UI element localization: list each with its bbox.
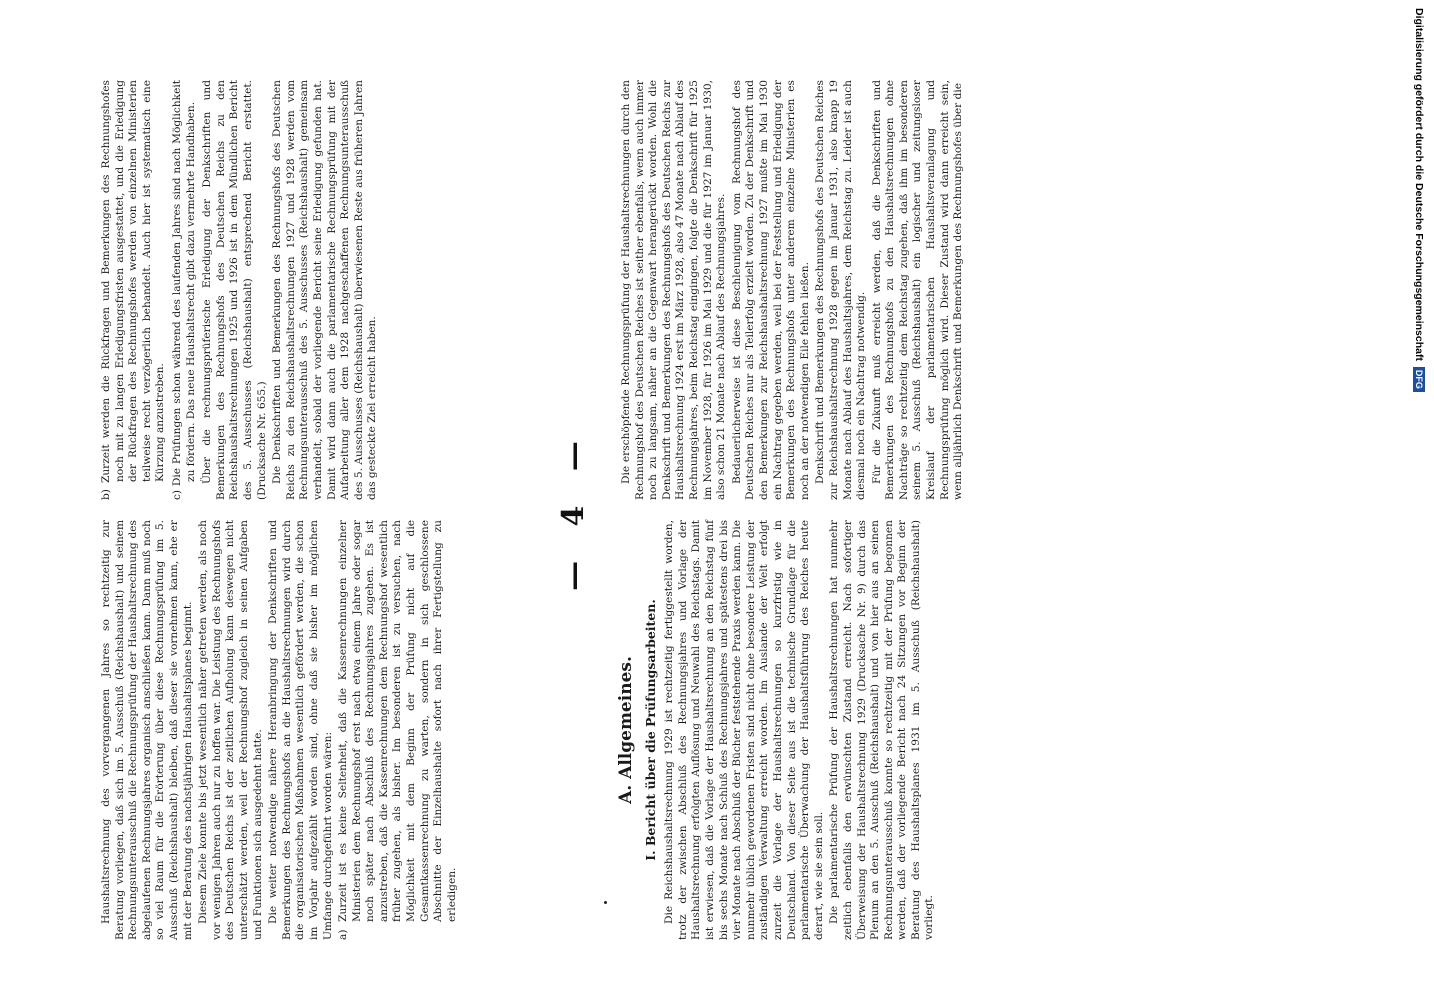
funding-note: Digitalisierung gefördert durch die Deutsche Forschungsgemeinschaft bbox=[1413, 8, 1425, 361]
list-item: b) Zurzeit werden die Rückfragen und Bemerkungen des Rechnungshofes noch mit zu langen Erledigungsfristen ausgestattet, und die Erledigung der Rückfragen des Rechnungshofes werden von einzelnen Ministerien teilweise recht verzögerlich behandelt. Auch hier ist systematisch eine Kürzung anzustreben. bbox=[100, 80, 167, 500]
list-item: c) Die Prüfungen schon während des laufenden Jahres sind nach Möglichkeit zu fördern. Das neue Haushaltsrecht gibt dazu vermehrte Handhaben. bbox=[170, 80, 197, 500]
page-number-row bbox=[556, 80, 616, 940]
dfg-logo: DFG bbox=[1413, 367, 1425, 392]
paragraph: Die parlamentarische Prüfung der Haushaltsrechnungen hat nunmehr zeitlich ebenfalls den erwünschten Zustand erreicht. Nach sofortiger Überweisung der Haushaltsrechnung 1929 (Drucksache Nr. 9) durch das Plenum an den 5. Ausschuß (Reichshaushalt) und von hier aus an seinen Rechnungsunterausschuß konnte so rechtzeitig mit der Prüfung begonnen werden, daß der vorliegende Bericht nach 24 Sitzungen vor Beginn der Beratung des Haushaltsplanes 1931 im 5. Ausschuß (Reichshaushalt) vorliegt. bbox=[828, 520, 936, 940]
section-heading: A. Allgemeines. bbox=[616, 656, 636, 804]
list-item: a) Zurzeit ist es keine Seltenheit, daß die Kassenrechnungen einzelner Ministerien dem Rechnungshof erst nach etwa einem Jahre oder sogar noch später nach Abschluß des Rechnungsjahres zugehen. Es ist anzustreben, daß die Kassenrechnungen dem Rechnungshof wesentlich früher zugehen, als bisher. Im besonderen ist zu versuchen, nach Möglichkeit mit dem Beginn der Prüfung nicht auf die Gesamtkassenrechnung zu warten, sondern in sich geschlossene Abschnitte der Einzelhaushalte sofort nach ihrer Fertigstellung zu erledigen. bbox=[337, 520, 458, 940]
paragraph: Die Reichshaushaltsrechnung 1929 ist rechtzeitig fertiggestellt worden, trotz der zwischen Abschluß des Rechnungsjahres und Vorlage der Haushaltsrechnung erfolgten Auflösung und Neuwahl des Reichstags. Damit ist erwiesen, daß die Vorlage der Haushaltsrechnung an den Reichstag fünf bis sechs Monate nach Schluß des Rechnungsjahres und spätestens drei bis vier Monate nach Abschluß der Bücher feststehende Praxis werden kann. Die nunmehr üblich gewordenen Fristen sind nicht ohne besondere Leistung der zuständigen Verwaltung erreicht worden. Im Auslande der Welt erfolgt zurzeit die Vorlage der Haushaltsrechnungen so kurzfristig wie in Deutschland. Von dieser Seite aus ist die technische Grundlage für die parlamentarische Überwachung der Haushaltsführung des Reiches heute derart, wie sie sein soll. bbox=[663, 520, 825, 940]
paragraph: Über die rechnungsprüferische Erledigung der Denkschriften und Bemerkungen des Rechnungshofs des Deutschen Reichs zu den Reichshaushaltsrechnungen 1925 und 1926 ist in dem Mündlichen Bericht des 5. Ausschusses (Reichshaushalt) entsprechend Bericht erstattet. (Drucksache Nr. 655.) bbox=[201, 80, 268, 500]
paragraph: Haushaltsrechnung des vorvergangenen Jahres so rechtzeitig zur Beratung vorliegen, daß sich im 5. Ausschuß (Reichshaushalt) und seinem Rechnungsunterausschuß die Rechnungsprüfung der Haushaltsrechnung des abgelaufenen Rechnungsjahres organisch anschließen kann. Dann muß noch so viel Raum für die Erörterung über diese Rechnungsprüfung im 5. Ausschuß (Reichshaushalt) bleiben, daß dieser sie vornehmen kann, ehe er mit der Beratung des nachstjährigen Haushaltsplanes beginnt. bbox=[100, 520, 194, 940]
paragraph: Diesem Ziele konnte bis jetzt wesentlich näher getreten werden, als noch vor wenigen Jahren auch nur zu hoffen war. Die Leistung des Rechnungshofs des Deutschen Reichs ist der zeitlichen Aufholung kann deswegen nicht unterschätzt werden, weil der Rechnungshof zugleich in seinen Aufgaben und Funktionen sich ausgedehnt hatte. bbox=[197, 520, 264, 940]
left-column-second bbox=[620, 80, 1320, 500]
paragraph: Denkschrift und Bemerkungen des Rechnungshofs des Deutschen Reiches zur Reichshaushaltsrechnung 1928 gegen im Januar 1931, also knapp 19 Monate nach Ablauf des Haushaltsjahres, dem Reichstag zu. Leider ist auch diesmal noch ein Nachtrag notwendig. bbox=[814, 80, 868, 500]
dfg-sidebar bbox=[1404, 0, 1434, 1000]
stray-dot bbox=[604, 901, 607, 904]
page-number: — 4 — bbox=[556, 429, 591, 591]
paragraph: Die erschöpfende Rechnungsprüfung der Haushaltsrechnungen durch den Rechnungshof des Deutschen Reiches ist seither ebenfalls, wenn auch immer noch zu langsam, näher an die Gegenwart herangerückt worden. Wohl die Denkschrift und Bemerkungen des Rechnungshofs des Deutschen Reichs zur Haushaltsrechnung 1924 erst im März 1928, also 47 Monate nach Ablauf des Rechnungsjahres, beim Reichstag eingingen, folgte die Denkschrift für 1925 im November 1928, für 1926 im Mai 1929 und die für 1927 im Januar 1930, also schon 21 Monate nach Ablauf des Rechnungsjahres. bbox=[620, 80, 728, 500]
paragraph: Für die Zukunft muß erreicht werden, daß die Denkschriften und Bemerkungen des Rechnungshofs zu den Haushaltsrechnungen ohne Nachträge so rechtzeitig dem Reichstag zugehen, daß ihm im besonderen seinem 5. Ausschuß (Reichshaushalt) ein logischer und zeitungsloser Kreislauf der parlamentarischen Haushaltsveranlagung und Rechnungsprüfung möglich wird. Dieser Zustand wird dann erreicht sein, wenn alljährlich Denkschrift und Bemerkungen des Rechnungshofes über die bbox=[870, 80, 965, 500]
right-column-lower bbox=[100, 80, 540, 500]
section-subheading: I. Bericht über die Prüfungsarbeiten. bbox=[642, 599, 658, 861]
rotated-document-page bbox=[100, 80, 1320, 940]
paragraph: Bedauerlicherweise ist diese Beschleunigung vom Rechnungshof des Deutschen Reiches nur als Teilerfolg erzielt worden. Zu der Denkschrift und den Bemerkungen zur Reichshaushaltsrechnung 1927 mußte im Mai 1930 ein Nachtrag gegeben werden, weil bei der Feststellung und Erledigung der Bemerkungen des Rechnungshofs unter anderem einzelne Ministerien es noch an der notwendigen Eile fehlen ließen. bbox=[730, 80, 811, 500]
right-column-upper bbox=[100, 520, 540, 940]
paragraph: Die Denkschriften und Bemerkungen des Rechnungshofs des Deutschen Reichs zu den Reichshaushaltsrechnungen 1927 und 1928 werden vom Rechnungsunterausschuß des 5. Ausschusses (Reichshaushalt) gemeinsam verhandelt, sobald der vorliegende Bericht seine Erledigung gefunden hat. Damit wird dann auch die parlamentarische Rechnungsprüfung mit der Aufarbeitung aller dem 1928 nachgeschaffenen Rechnungsunterausschuß des 5. Ausschusses (Reichshaushalt) überwiesenen Reste aus früheren Jahren das gesteckte Ziel erreicht haben. bbox=[271, 80, 379, 500]
left-column-first bbox=[616, 520, 1320, 940]
sidebar-text bbox=[1404, 0, 1434, 1000]
paragraph: Die weiter notwendige nähere Heranbringung der Denkschriften und Bemerkungen des Rechnungshofs an die Haushaltsrechnungen wird durch die organisatorischen Maßnahmen wesentlich gefördert werden, die schon im Vorjahr aufgezählt worden sind, ohne daß sie bisher im möglichen Umfange durchgeführt worden wären: bbox=[267, 520, 334, 940]
